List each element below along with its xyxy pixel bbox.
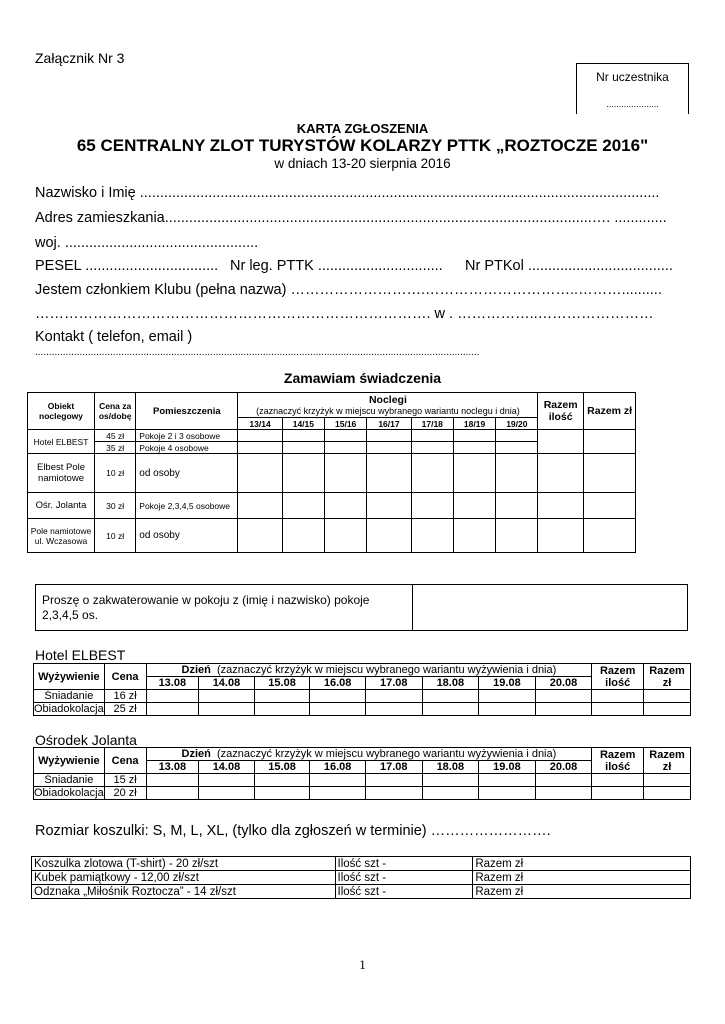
day-cell[interactable] [146, 703, 199, 716]
col-day-header [146, 748, 592, 761]
day-5: 17.08 [365, 761, 422, 774]
total-zl-cell[interactable] [583, 430, 636, 454]
ptkol-field[interactable]: Nr PTKol .................................... [465, 258, 673, 274]
night-1: 13/14 [238, 418, 282, 430]
col-zl-header: Razem zł [644, 664, 691, 690]
day-3: 15.08 [254, 761, 310, 774]
col-price-header: Cena za os/dobę [95, 393, 136, 430]
total-qty-cell[interactable] [592, 787, 644, 800]
day-cell[interactable] [199, 774, 255, 787]
object-price: 30 zł [95, 493, 136, 519]
night-cell[interactable] [325, 519, 367, 553]
day-8: 20.08 [535, 677, 592, 690]
night-cell[interactable] [411, 519, 453, 553]
total-zl-cell[interactable] [644, 703, 691, 716]
col-qty-header: Razem ilość [592, 748, 644, 774]
night-cell[interactable] [411, 493, 453, 519]
day-7: 19.08 [479, 761, 536, 774]
total-zl-cell[interactable] [644, 787, 691, 800]
leg-pttk-field[interactable]: Nr leg. PTTK ............................... [230, 258, 443, 274]
night-cell[interactable] [496, 430, 538, 442]
night-cell[interactable] [282, 442, 324, 454]
table-row [28, 493, 687, 519]
day-cell[interactable] [365, 690, 422, 703]
total-qty-cell[interactable] [538, 430, 583, 454]
day-cell[interactable] [146, 787, 199, 800]
day-cell[interactable] [479, 774, 536, 787]
night-4: 16/17 [367, 418, 411, 430]
night-cell[interactable] [453, 442, 495, 454]
object-room: od osoby [136, 519, 238, 553]
night-cell[interactable] [411, 430, 453, 442]
day-1: 13.08 [146, 677, 199, 690]
day-4: 16.08 [310, 677, 366, 690]
day-cell[interactable] [535, 703, 592, 716]
total-zl-cell[interactable] [644, 690, 691, 703]
col-price-header: Cena [104, 664, 146, 690]
night-cell[interactable] [325, 442, 367, 454]
day-7: 19.08 [479, 677, 536, 690]
day-cell[interactable] [310, 690, 366, 703]
col-meal-header: Wyżywienie [34, 664, 105, 690]
day-6: 18.08 [422, 677, 479, 690]
col-object-header: Obiekt noclegowy [28, 393, 95, 430]
club-field[interactable]: Jestem członkiem Klubu (pełna nazwa) ……………………….…………………………..……….......... [35, 282, 662, 298]
day-note: (zaznaczyć krzyżyk w miejscu wybranego wariantu wyżywienia i dnia) [217, 664, 557, 676]
item-qty[interactable]: Ilość szt - [335, 857, 473, 871]
meal-price: 25 zł [104, 703, 146, 716]
table-row [34, 703, 691, 716]
total-zl-cell[interactable] [583, 454, 636, 493]
food-hotel-table [33, 663, 691, 716]
night-cell[interactable] [282, 493, 324, 519]
roommate-input[interactable] [413, 585, 688, 631]
col-qty-header: Razem ilość [592, 664, 644, 690]
night-5: 17/18 [411, 418, 453, 430]
night-3: 15/16 [325, 418, 367, 430]
day-2: 14.08 [199, 761, 255, 774]
day-cell[interactable] [422, 787, 479, 800]
col-rooms-header: Pomieszczenia [136, 393, 238, 430]
night-cell[interactable] [367, 454, 411, 493]
day-cell[interactable] [422, 690, 479, 703]
object-room: od osoby [136, 454, 238, 493]
col-nights-header [238, 393, 538, 418]
day-cell[interactable] [535, 787, 592, 800]
total-qty-cell[interactable] [592, 690, 644, 703]
night-cell[interactable] [282, 454, 324, 493]
food-jolanta-title: Ośrodek Jolanta [35, 732, 137, 748]
shirt-size-field[interactable]: Rozmiar koszulki: S, M, L, XL, (tylko dla zgłoszeń w terminie) ……………………. [35, 823, 551, 839]
night-cell[interactable] [238, 442, 282, 454]
day-cell[interactable] [365, 774, 422, 787]
accommodation-table [27, 392, 687, 553]
night-cell[interactable] [496, 454, 538, 493]
day-cell[interactable] [254, 690, 310, 703]
item-name: Kubek pamiątkowy - 12,00 zł/szt [32, 871, 336, 885]
event-dates: w dniach 13-20 sierpnia 2016 [274, 156, 451, 171]
table-row [34, 787, 691, 800]
col-day-header [146, 664, 592, 677]
night-cell[interactable] [453, 519, 495, 553]
food-jolanta-table [33, 747, 691, 800]
roommate-table [35, 584, 688, 631]
day-1: 13.08 [146, 761, 199, 774]
day-cell[interactable] [199, 703, 255, 716]
table-row [32, 871, 691, 885]
meal-name: Obiadokolacja [34, 787, 104, 799]
table-row [34, 690, 691, 703]
contact-label: Kontakt ( telefon, email ) [35, 329, 193, 345]
night-cell[interactable] [367, 442, 411, 454]
attachment-label: Załącznik Nr 3 [35, 50, 125, 66]
day-3: 15.08 [254, 677, 310, 690]
night-cell[interactable] [282, 519, 324, 553]
night-cell[interactable] [282, 430, 324, 442]
item-total[interactable]: Razem zł [473, 871, 691, 885]
day-cell[interactable] [479, 787, 536, 800]
day-cell[interactable] [254, 703, 310, 716]
night-cell[interactable] [453, 454, 495, 493]
day-cell[interactable] [146, 690, 199, 703]
night-cell[interactable] [496, 493, 538, 519]
total-zl-cell[interactable] [583, 519, 636, 553]
item-qty[interactable]: Ilość szt - [335, 871, 473, 885]
object-name: Ośr. Jolanta [28, 493, 95, 519]
item-total[interactable]: Razem zł [473, 857, 691, 871]
object-price: 10 zł [95, 519, 136, 553]
night-cell[interactable] [411, 442, 453, 454]
form-title: KARTA ZGŁOSZENIA [296, 121, 429, 136]
day-label: Dzień [181, 664, 211, 676]
hotel-name: Hotel ELBEST [28, 430, 95, 454]
meal-price: 20 zł [104, 787, 146, 800]
col-meal-header: Wyżywienie [34, 748, 105, 774]
hotel-room-1: Pokoje 2 i 3 osobowe [136, 430, 238, 442]
night-cell[interactable] [367, 430, 411, 442]
total-qty-cell[interactable] [538, 493, 583, 519]
day-cell[interactable] [310, 787, 366, 800]
meal-price: 16 zł [104, 690, 146, 703]
day-label: Dzień [181, 748, 211, 760]
table-row [32, 857, 691, 871]
day-5: 17.08 [365, 677, 422, 690]
day-cell[interactable] [254, 774, 310, 787]
day-cell[interactable] [479, 690, 536, 703]
contact-field[interactable]: ................................................................................................................................................................ [35, 347, 480, 358]
night-cell[interactable] [238, 430, 282, 442]
meal-name: Obiadokolacja [34, 703, 104, 715]
night-2: 14/15 [282, 418, 324, 430]
day-8: 20.08 [535, 761, 592, 774]
day-note: (zaznaczyć krzyżyk w miejscu wybranego wariantu wyżywienia i dnia) [217, 748, 557, 760]
table-row [34, 774, 691, 787]
night-cell[interactable] [325, 430, 367, 442]
day-cell[interactable] [146, 774, 199, 787]
day-cell[interactable] [254, 787, 310, 800]
day-cell[interactable] [422, 703, 479, 716]
event-title: 65 CENTRALNY ZLOT TURYSTÓW KOLARZY PTTK „ROZTOCZE 2016" [76, 136, 649, 155]
object-name: Elbest Pole namiotowe [28, 454, 95, 493]
day-6: 18.08 [422, 761, 479, 774]
night-7: 19/20 [496, 418, 538, 430]
name-field[interactable]: Nazwisko i Imię ................................................................................................................................. [35, 185, 660, 201]
pesel-field[interactable]: PESEL ................................. [35, 258, 219, 274]
table-row [32, 885, 691, 899]
night-cell[interactable] [496, 442, 538, 454]
hotel-price-1: 45 zł [95, 430, 136, 442]
table-row [28, 454, 687, 493]
col-total-qty-header: Razem ilość [538, 393, 583, 430]
total-qty-cell[interactable] [592, 774, 644, 787]
day-cell[interactable] [479, 703, 536, 716]
day-cell[interactable] [310, 774, 366, 787]
hotel-price-2: 35 zł [95, 442, 136, 454]
night-cell[interactable] [367, 519, 411, 553]
table-row [28, 519, 687, 553]
participant-number-box [576, 63, 689, 114]
day-4: 16.08 [310, 761, 366, 774]
nights-note: (zaznaczyć krzyżyk w miejscu wybranego wariantu noclegu i dnia) [256, 406, 520, 416]
hotel-room-2: Pokoje 4 osobowe [136, 442, 238, 454]
total-qty-cell[interactable] [538, 519, 583, 553]
night-cell[interactable] [411, 454, 453, 493]
order-heading: Zamawiam świadczenia [283, 370, 442, 386]
meal-name: Śniadanie [34, 690, 105, 703]
roommate-label: Proszę o zakwaterowanie w pokoju z (imię i nazwisko) pokoje 2,3,4,5 os. [36, 585, 413, 631]
item-total[interactable]: Razem zł [473, 885, 691, 899]
col-price-header: Cena [104, 748, 146, 774]
province-field[interactable]: woj. ................................................ [35, 235, 259, 251]
address-field[interactable]: Adres zamieszkania..........................................................................................................…. ............. [35, 210, 667, 226]
night-cell[interactable] [496, 519, 538, 553]
item-name: Koszulka zlotowa (T-shirt) - 20 zł/szt [32, 857, 336, 871]
total-zl-cell[interactable] [583, 493, 636, 519]
col-zl-header: Razem zł [644, 748, 691, 774]
object-name: Pole namiotowe ul. Wczasowa [28, 519, 95, 553]
food-hotel-title: Hotel ELBEST [35, 647, 126, 663]
table-row [28, 430, 687, 442]
day-cell[interactable] [422, 774, 479, 787]
night-cell[interactable] [238, 454, 282, 493]
night-cell[interactable] [238, 519, 282, 553]
night-cell[interactable] [453, 430, 495, 442]
day-cell[interactable] [535, 774, 592, 787]
object-price: 10 zł [95, 454, 136, 493]
col-total-zl-header: Razem zł [583, 393, 636, 430]
participant-number-value: ..................... [606, 99, 659, 109]
night-6: 18/19 [453, 418, 495, 430]
day-cell[interactable] [199, 690, 255, 703]
night-cell[interactable] [238, 493, 282, 519]
night-cell[interactable] [325, 493, 367, 519]
nights-title: Noclegi [368, 394, 407, 406]
meal-name: Śniadanie [34, 774, 105, 787]
day-cell[interactable] [365, 703, 422, 716]
meal-price: 15 zł [104, 774, 146, 787]
total-qty-cell[interactable] [538, 454, 583, 493]
participant-number-label: Nr uczestnika [596, 70, 669, 84]
item-name: Odznaka „Miłośnik Roztocza” - 14 zł/szt [32, 885, 336, 899]
day-cell[interactable] [199, 787, 255, 800]
total-qty-cell[interactable] [592, 703, 644, 716]
total-zl-cell[interactable] [644, 774, 691, 787]
object-room: Pokoje 2,3,4,5 osobowe [136, 493, 238, 519]
day-2: 14.08 [199, 677, 255, 690]
night-cell[interactable] [453, 493, 495, 519]
club-city-field[interactable]: ………………………………………………………………………. w . ……………..…………………… [35, 306, 654, 322]
night-cell[interactable] [325, 454, 367, 493]
night-cell[interactable] [367, 493, 411, 519]
day-cell[interactable] [535, 690, 592, 703]
item-qty[interactable]: Ilość szt - [335, 885, 473, 899]
items-table [31, 856, 691, 899]
day-cell[interactable] [365, 787, 422, 800]
page-number: 1 [359, 957, 366, 972]
day-cell[interactable] [310, 703, 366, 716]
